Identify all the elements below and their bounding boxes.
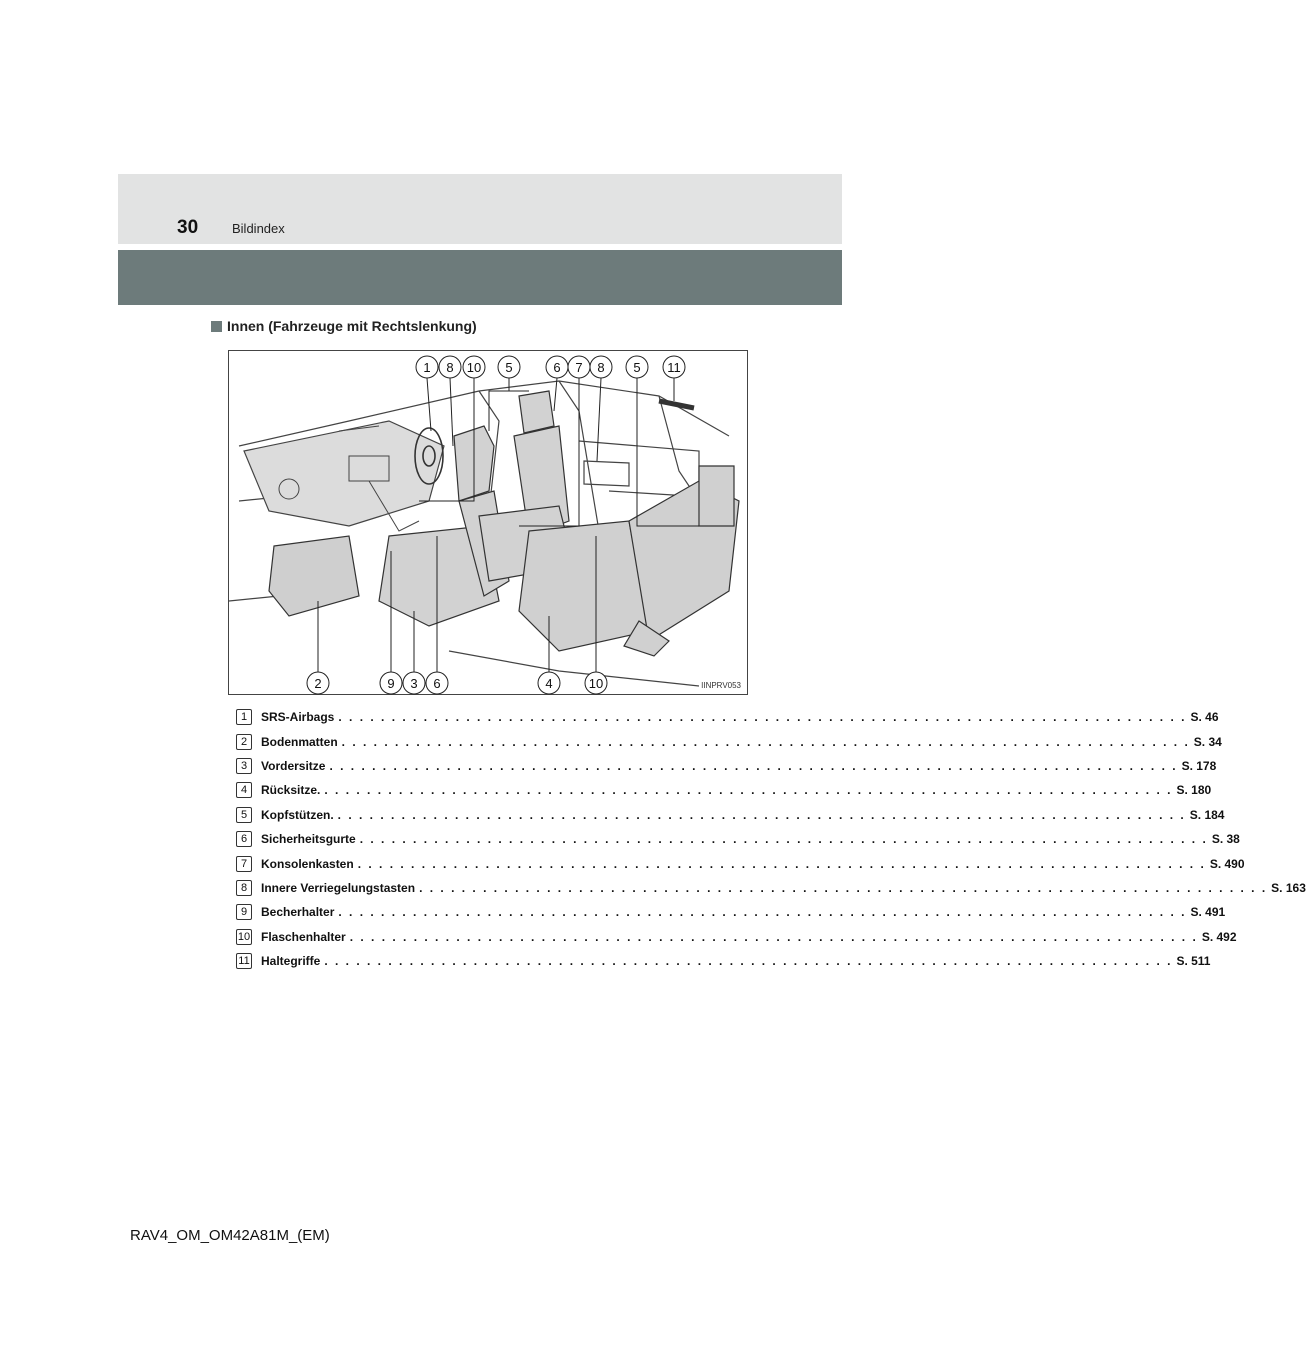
legend-page-reference[interactable]: S. 511 [1176,954,1211,969]
legend-item [236,803,1225,827]
subsection-title: Innen (Fahrzeuge mit Rechtslenkung) [227,318,477,334]
callout-top-9: 11 [667,360,681,375]
callout-bottom-2: 9 [387,676,395,691]
dot-leader: . . . . . . . . . . . . . . . . . . . . . . . . . . . . . . . . . . . . . . . . . . . . . . . . . . . . . . . . . . . . . . . . . . . . . . . . . . . . . . . . [419,880,1268,895]
legend-item [236,827,1240,851]
legend-label: Kopfstützen. [261,807,334,822]
callout-top-5: 6 [553,360,561,375]
legend-label: Haltegriffe [261,954,321,969]
legend-number-badge: 7 [236,856,252,872]
dot-leader: . . . . . . . . . . . . . . . . . . . . . . . . . . . . . . . . . . . . . . . . . . . . . . . . . . . . . . . . . . . . . . . . . . . . . . . . . . . . . . . . [329,758,1178,773]
dot-leader: . . . . . . . . . . . . . . . . . . . . . . . . . . . . . . . . . . . . . . . . . . . . . . . . . . . . . . . . . . . . . . . . . . . . . . . . . . . . . . . . [341,734,1190,749]
legend-item [236,876,1306,900]
dot-leader: . . . . . . . . . . . . . . . . . . . . . . . . . . . . . . . . . . . . . . . . . . . . . . . . . . . . . . . . . . . . . . . . . . . . . . . . . . . . . . . . [359,832,1208,847]
legend-item [236,778,1212,802]
legend-number-badge: 5 [236,807,252,823]
dot-leader: . . . . . . . . . . . . . . . . . . . . . . . . . . . . . . . . . . . . . . . . . . . . . . . . . . . . . . . . . . . . . . . . . . . . . . . . . . . . . . . . [324,954,1173,969]
legend-page-reference[interactable]: S. 490 [1209,856,1245,871]
callout-top-7: 8 [597,360,605,375]
legend-page-reference[interactable]: S. 38 [1211,832,1240,847]
callout-top-6: 7 [575,360,583,375]
legend-number-badge: 1 [236,709,252,725]
callout-bottom-4: 6 [433,676,441,691]
legend-number-badge: 4 [236,782,252,798]
legend-item [236,754,1217,778]
legend-item [236,729,1222,753]
legend-label: Flaschenhalter [261,929,346,944]
dot-leader: . . . . . . . . . . . . . . . . . . . . . . . . . . . . . . . . . . . . . . . . . . . . . . . . . . . . . . . . . . . . . . . . . . . . . . . . . . . . . . . . [349,929,1198,944]
legend-item [236,949,1211,973]
legend-label: Innere Verriegelungstasten [261,880,416,895]
dot-leader: . . . . . . . . . . . . . . . . . . . . . . . . . . . . . . . . . . . . . . . . . . . . . . . . . . . . . . . . . . . . . . . . . . . . . . . . . . . . . . . . [338,710,1187,725]
dot-leader: . . . . . . . . . . . . . . . . . . . . . . . . . . . . . . . . . . . . . . . . . . . . . . . . . . . . . . . . . . . . . . . . . . . . . . . . . . . . . . . . [338,905,1187,920]
section-title: Bildindex [232,221,285,236]
callout-top-8: 5 [633,360,641,375]
legend-page-reference[interactable]: S. 178 [1181,758,1217,773]
legend-label: Becherhalter [261,905,335,920]
legend-label: Konsolenkasten [261,856,354,871]
callout-top-2: 8 [446,360,454,375]
subsection-heading [211,318,477,334]
callout-top-1: 1 [423,360,431,375]
chapter-band [118,250,842,305]
legend-number-badge: 11 [236,953,252,969]
callout-top-4: 5 [505,360,513,375]
legend-number-badge: 3 [236,758,252,774]
legend-label: Bodenmatten [261,734,338,749]
header-band [118,174,842,244]
legend-number-badge: 10 [237,930,251,943]
legend-page-reference[interactable]: S. 34 [1193,734,1222,749]
legend-item [236,851,1245,875]
legend-page-reference[interactable]: S. 491 [1190,905,1226,920]
legend-page-reference[interactable]: S. 163 [1271,880,1306,895]
callout-bottom-3: 3 [410,676,418,691]
dot-leader: . . . . . . . . . . . . . . . . . . . . . . . . . . . . . . . . . . . . . . . . . . . . . . . . . . . . . . . . . . . . . . . . . . . . . . . . . . . . . . . . [357,856,1206,871]
page-number: 30 [177,217,199,238]
legend-item [236,925,1237,949]
legend-number-badge: 9 [236,904,252,920]
legend-page-reference[interactable]: S. 184 [1189,807,1225,822]
legend-label: Rücksitze. [261,783,321,798]
legend-label: SRS-Airbags [261,710,335,725]
legend-item [236,900,1226,924]
callout-top-3: 10 [466,360,482,375]
footer-code: RAV4_OM_OM42A81M_(EM) [130,1227,330,1244]
dot-leader: . . . . . . . . . . . . . . . . . . . . . . . . . . . . . . . . . . . . . . . . . . . . . . . . . . . . . . . . . . . . . . . . . . . . . . . . . . . . . . . . [337,807,1186,822]
legend-page-reference[interactable]: S. 46 [1190,710,1219,725]
legend-number-badge: 2 [236,734,252,750]
figure-code: IINPRV053 [701,681,741,690]
legend-number-badge: 6 [236,831,252,847]
callout-bottom-1: 2 [314,676,322,691]
legend-label: Sicherheitsgurte [261,832,356,847]
legend-page-reference[interactable]: S. 492 [1201,929,1237,944]
legend-page-reference[interactable]: S. 180 [1176,783,1212,798]
bullet-square-icon [211,321,222,332]
callout-bottom-5: 4 [545,676,553,691]
legend-item [236,705,1219,729]
callout-bottom-6: 10 [588,676,604,691]
legend-label: Vordersitze [261,758,326,773]
interior-illustration [228,350,748,695]
legend-list [236,705,1306,973]
interior-drawing [229,351,749,696]
legend-number-badge: 8 [236,880,252,896]
dot-leader: . . . . . . . . . . . . . . . . . . . . . . . . . . . . . . . . . . . . . . . . . . . . . . . . . . . . . . . . . . . . . . . . . . . . . . . . . . . . . . . . [324,783,1173,798]
